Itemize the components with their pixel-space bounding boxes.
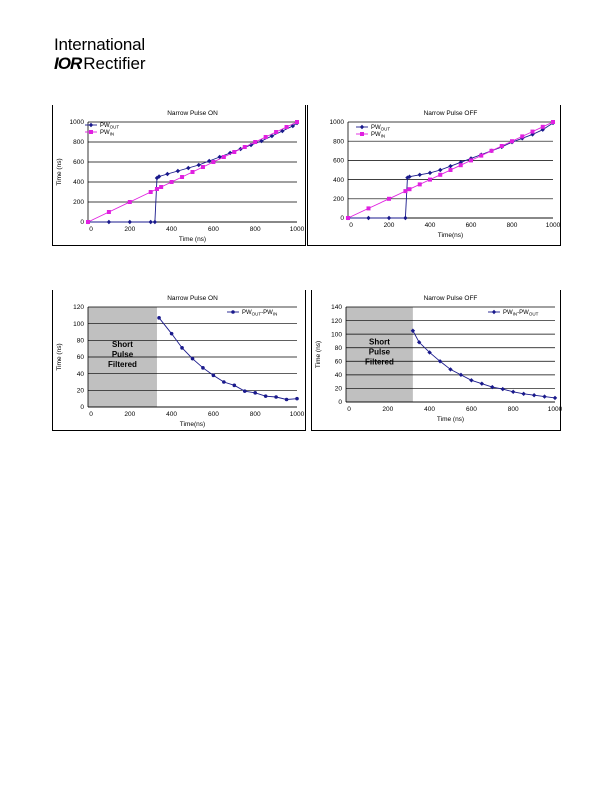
- y-tick-label: 0: [338, 399, 342, 407]
- legend-label: [100, 130, 114, 137]
- data-point: [367, 206, 371, 210]
- data-point: [170, 332, 174, 336]
- data-point: [479, 154, 483, 158]
- data-point: [159, 185, 163, 189]
- data-point: [253, 391, 257, 395]
- legend-entry: [488, 310, 539, 317]
- legend-label-main: PW: [100, 130, 110, 136]
- legend-label: [242, 310, 277, 317]
- data-point: [86, 220, 90, 224]
- y-tick-label: 120: [73, 304, 84, 312]
- data-point: [285, 398, 289, 402]
- shaded-region-label: Short: [112, 340, 133, 349]
- chart-title: Narrow Pulse OFF: [423, 110, 478, 117]
- legend-swatch-marker: [89, 123, 93, 127]
- data-point: [212, 374, 216, 378]
- legend-label-sub2: IN: [272, 311, 278, 317]
- legend-label-sub: OUT: [380, 126, 391, 132]
- data-point: [274, 395, 278, 399]
- y-tick-label: 600: [333, 157, 344, 165]
- chart-narrow-pulse-on-2: [53, 290, 305, 430]
- x-tick-label: 600: [207, 411, 219, 418]
- data-point: [233, 384, 237, 388]
- data-point: [243, 145, 247, 149]
- y-tick-label: 400: [333, 176, 344, 184]
- x-tick-label: 400: [166, 411, 178, 418]
- legend-entry: [227, 310, 277, 317]
- series-line: [413, 331, 555, 398]
- legend-swatch-marker: [231, 310, 235, 314]
- y-tick-label: 0: [340, 215, 344, 223]
- x-tick-label: 400: [424, 222, 436, 229]
- logo-line1: International: [54, 35, 145, 54]
- data-point: [428, 178, 432, 182]
- data-point: [295, 397, 299, 401]
- data-point: [201, 165, 205, 169]
- data-point: [511, 390, 515, 394]
- x-tick-label: 0: [89, 411, 93, 418]
- legend-entry: [356, 132, 385, 139]
- legend-label-sub2: OUT: [528, 311, 539, 317]
- data-point: [510, 139, 514, 143]
- legend-label: [371, 125, 390, 132]
- legend-swatch-marker: [89, 130, 93, 134]
- y-tick-label: 100: [331, 331, 342, 339]
- x-tick-label: 600: [465, 222, 477, 229]
- data-point: [520, 134, 524, 138]
- x-axis-label: Time(ns): [179, 421, 206, 428]
- data-point: [232, 150, 236, 154]
- x-axis-label: Time (ns): [436, 416, 465, 423]
- x-tick-label: 400: [166, 226, 178, 233]
- x-tick-label: 1000: [289, 226, 305, 233]
- y-tick-label: 60: [334, 358, 342, 366]
- data-point: [128, 220, 132, 224]
- legend-entry: [85, 123, 119, 130]
- chart-title: Narrow Pulse ON: [167, 295, 218, 302]
- data-point: [438, 168, 442, 172]
- legend-label-sub: IN: [380, 133, 386, 139]
- x-tick-label: 1000: [547, 406, 563, 413]
- data-point: [128, 200, 132, 204]
- x-axis-label: Time(ns): [437, 232, 464, 239]
- y-tick-label: 20: [334, 385, 342, 393]
- data-point: [387, 197, 391, 201]
- data-point: [149, 220, 153, 224]
- data-point: [500, 144, 504, 148]
- legend-label-main2: -PW: [517, 310, 529, 316]
- data-point: [180, 346, 184, 350]
- legend-entry: [85, 130, 114, 137]
- data-point: [191, 170, 195, 174]
- data-point: [264, 135, 268, 139]
- data-point: [438, 173, 442, 177]
- data-point: [149, 190, 153, 194]
- legend-label-main: PW: [371, 125, 381, 131]
- chart-title: Narrow Pulse OFF: [423, 295, 478, 302]
- data-point: [403, 216, 407, 220]
- legend-entry: [356, 125, 390, 132]
- data-point: [521, 392, 525, 396]
- data-point: [403, 189, 407, 193]
- data-point: [186, 166, 190, 170]
- y-axis-label: Time (ns): [56, 158, 63, 186]
- y-tick-label: 400: [73, 179, 84, 187]
- legend-label-main: PW: [100, 123, 110, 129]
- legend-swatch-marker: [360, 125, 364, 129]
- series-1: [86, 120, 299, 224]
- data-point: [551, 120, 555, 124]
- data-point: [191, 357, 195, 361]
- data-point: [541, 125, 545, 129]
- y-tick-label: 80: [334, 344, 342, 352]
- logo-ior-mark: IOR: [54, 54, 82, 73]
- chart-title: Narrow Pulse ON: [167, 110, 218, 117]
- data-point: [346, 216, 350, 220]
- y-tick-label: 1000: [329, 119, 344, 127]
- y-tick-label: 800: [73, 139, 84, 147]
- data-point: [428, 171, 432, 175]
- x-tick-label: 800: [507, 406, 519, 413]
- chart-panel-1: [52, 105, 306, 246]
- logo-line2-row: [54, 55, 146, 72]
- legend-label: [100, 123, 119, 130]
- y-tick-label: 80: [76, 337, 84, 345]
- series-0: [411, 329, 558, 401]
- data-point: [243, 389, 247, 393]
- data-point: [418, 182, 422, 186]
- data-point: [469, 158, 473, 162]
- data-point: [295, 120, 299, 124]
- legend-label-sub: OUT: [251, 311, 262, 317]
- y-tick-label: 40: [76, 370, 84, 378]
- data-point: [531, 130, 535, 134]
- x-tick-label: 600: [207, 226, 219, 233]
- y-axis-label: Time (ns): [315, 340, 322, 369]
- x-tick-label: 600: [465, 406, 477, 413]
- data-point: [222, 380, 226, 384]
- data-point: [490, 149, 494, 153]
- data-point: [153, 220, 157, 224]
- x-tick-label: 800: [249, 411, 261, 418]
- data-point: [285, 125, 289, 129]
- shaded-region-label: Filtered: [364, 357, 394, 367]
- series-line: [159, 318, 297, 400]
- data-point: [448, 164, 452, 168]
- y-tick-label: 140: [331, 304, 342, 312]
- chart-narrow-pulse-off-2: [312, 290, 563, 430]
- data-point: [222, 155, 226, 159]
- data-point: [155, 187, 159, 191]
- y-tick-label: 120: [331, 317, 342, 325]
- data-point: [366, 216, 370, 220]
- y-tick-label: 1000: [69, 119, 84, 127]
- y-tick-label: 0: [80, 219, 84, 227]
- chart-panel-3: [52, 290, 306, 431]
- y-tick-label: 200: [333, 196, 344, 203]
- series-0: [157, 316, 299, 401]
- legend-label-main: PW: [503, 310, 513, 316]
- y-axis-label: Time (ns): [56, 343, 63, 371]
- shaded-region-label: Pulse: [111, 350, 134, 359]
- x-tick-label: 1000: [289, 411, 305, 418]
- x-tick-label: 0: [89, 226, 93, 233]
- data-point: [197, 163, 201, 167]
- data-point: [274, 130, 278, 134]
- x-tick-label: 800: [506, 222, 518, 229]
- shaded-region-label: Pulse: [368, 347, 391, 357]
- data-point: [408, 187, 412, 191]
- data-point: [542, 394, 546, 398]
- y-tick-label: 600: [73, 159, 84, 167]
- x-tick-label: 1000: [545, 222, 561, 229]
- x-tick-label: 200: [383, 222, 395, 229]
- chart-panel-2: [307, 105, 561, 246]
- data-point: [469, 378, 473, 382]
- data-point: [170, 180, 174, 184]
- y-tick-label: 20: [76, 387, 84, 395]
- shaded-region-label: Filtered: [108, 360, 137, 369]
- x-tick-label: 200: [382, 406, 394, 413]
- x-tick-label: 0: [349, 222, 353, 229]
- data-point: [157, 316, 161, 320]
- legend-label: [503, 310, 539, 317]
- chart-narrow-pulse-on-1: [53, 105, 305, 245]
- data-point: [253, 140, 257, 144]
- data-point: [180, 175, 184, 179]
- data-point: [387, 216, 391, 220]
- chart-narrow-pulse-off-1: [308, 105, 560, 245]
- legend-label-main2: -PW: [261, 310, 273, 316]
- legend-label-main: PW: [242, 310, 252, 316]
- legend-label-sub: IN: [512, 311, 518, 317]
- data-point: [449, 168, 453, 172]
- legend-label-sub: OUT: [109, 124, 120, 130]
- data-point: [418, 173, 422, 177]
- y-tick-label: 100: [73, 320, 84, 328]
- data-point: [107, 210, 111, 214]
- y-tick-label: 60: [76, 354, 84, 362]
- data-point: [459, 163, 463, 167]
- legend-label-sub: IN: [109, 131, 115, 137]
- x-tick-label: 400: [424, 406, 436, 413]
- legend-label-main: PW: [371, 132, 381, 138]
- y-tick-label: 800: [333, 138, 344, 146]
- x-tick-label: 0: [347, 406, 351, 413]
- y-tick-label: 40: [334, 372, 342, 380]
- legend-swatch-marker: [492, 310, 496, 314]
- data-point: [459, 373, 463, 377]
- legend-label: [371, 132, 385, 139]
- data-point: [176, 169, 180, 173]
- shaded-region-label: Short: [368, 337, 390, 347]
- x-tick-label: 200: [124, 411, 136, 418]
- x-tick-label: 800: [249, 226, 261, 233]
- data-point: [553, 396, 557, 400]
- y-tick-label: 200: [73, 199, 84, 207]
- x-tick-label: 200: [124, 226, 136, 233]
- data-point: [201, 366, 205, 370]
- data-point: [264, 394, 268, 398]
- y-tick-label: 0: [80, 404, 84, 412]
- x-axis-label: Time (ns): [178, 236, 207, 243]
- company-logo: [54, 36, 146, 72]
- legend-swatch-marker: [360, 132, 364, 136]
- data-point: [532, 393, 536, 397]
- data-point: [107, 220, 111, 224]
- data-point: [165, 172, 169, 176]
- data-point: [480, 381, 484, 385]
- logo-line2: Rectifier: [83, 54, 146, 73]
- chart-panel-4: [311, 290, 561, 431]
- data-point: [501, 387, 505, 391]
- data-point: [207, 159, 211, 163]
- data-point: [211, 160, 215, 164]
